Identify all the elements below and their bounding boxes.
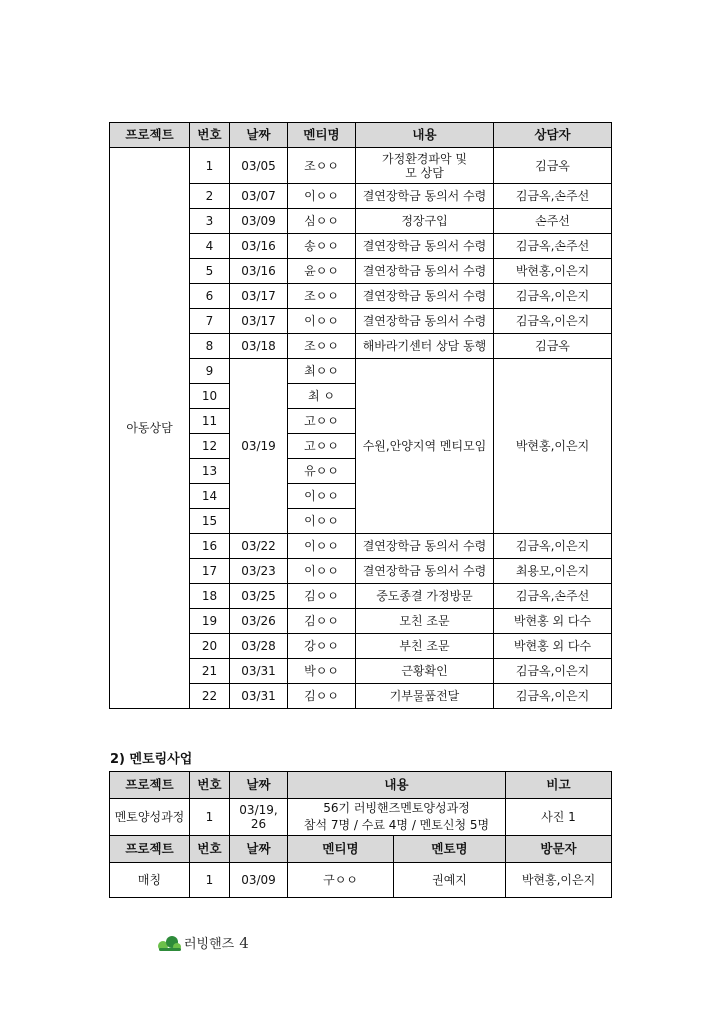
number-cell: 6 [190, 284, 230, 309]
counselor-cell: 박현홍,이은지 [494, 359, 612, 534]
number-cell: 3 [190, 209, 230, 234]
date-cell [230, 799, 288, 836]
counselor-cell: 김금옥,이은지 [494, 284, 612, 309]
mentee-cell: 이ㅇㅇ [288, 309, 356, 334]
mentor-cell: 권예지 [394, 863, 506, 898]
note-cell: 사진 1 [506, 799, 612, 836]
counselor-cell: 김금옥,이은지 [494, 659, 612, 684]
content-cell: 모친 조문 [356, 609, 494, 634]
mentee-cell: 이ㅇㅇ [288, 484, 356, 509]
number-cell: 8 [190, 334, 230, 359]
counselor-cell: 손주선 [494, 209, 612, 234]
content-cell: 수원,안양지역 멘티모임 [356, 359, 494, 534]
mentee-cell: 김ㅇㅇ [288, 684, 356, 709]
header-number: 번호 [190, 836, 230, 863]
number-cell: 15 [190, 509, 230, 534]
number-cell: 17 [190, 559, 230, 584]
brand-name: 러빙핸즈 [184, 937, 235, 952]
content-cell: 부친 조문 [356, 634, 494, 659]
number-cell: 10 [190, 384, 230, 409]
date-cell: 03/23 [230, 559, 288, 584]
content-cell: 결연장학금 동의서 수령 [356, 259, 494, 284]
table-row [110, 148, 612, 184]
number-cell: 19 [190, 609, 230, 634]
date-line: 03/19, [239, 803, 278, 817]
number-cell: 11 [190, 409, 230, 434]
counselor-cell: 김금옥,이은지 [494, 534, 612, 559]
header-mentor: 멘토명 [394, 836, 506, 863]
mentee-cell: 박ㅇㅇ [288, 659, 356, 684]
date-cell: 03/05 [230, 148, 288, 184]
counselor-cell: 김금옥,이은지 [494, 684, 612, 709]
number-cell: 1 [190, 148, 230, 184]
content-cell: 근황확인 [356, 659, 494, 684]
table-header-row [110, 123, 612, 148]
number-cell: 16 [190, 534, 230, 559]
date-cell: 03/26 [230, 609, 288, 634]
content-line: 참석 7명 / 수료 4명 / 멘토신청 5명 [303, 818, 490, 832]
date-cell: 03/22 [230, 534, 288, 559]
header-date: 날짜 [230, 772, 288, 799]
header-number: 번호 [190, 772, 230, 799]
content-line: 56기 러빙핸즈멘토양성과정 [323, 801, 470, 815]
date-cell: 03/31 [230, 659, 288, 684]
table-row [110, 799, 612, 836]
date-cell: 03/25 [230, 584, 288, 609]
mentee-cell: 구ㅇㅇ [288, 863, 394, 898]
number-cell: 1 [190, 799, 230, 836]
header-mentee: 멘티명 [288, 836, 394, 863]
date-cell: 03/31 [230, 684, 288, 709]
table-header-row [110, 772, 612, 799]
table-header-row [110, 836, 612, 863]
mentee-cell: 심ㅇㅇ [288, 209, 356, 234]
mentee-cell: 이ㅇㅇ [288, 184, 356, 209]
content-cell [288, 799, 506, 836]
project-cell: 매칭 [110, 863, 190, 898]
header-mentee: 멘티명 [288, 123, 356, 148]
counselor-cell: 박현홍 외 다수 [494, 634, 612, 659]
content-cell: 결연장학금 동의서 수령 [356, 284, 494, 309]
footer [156, 933, 249, 952]
header-visitor: 방문자 [506, 836, 612, 863]
mentee-cell: 고ㅇㅇ [288, 434, 356, 459]
content-cell: 정장구입 [356, 209, 494, 234]
mentee-cell: 김ㅇㅇ [288, 584, 356, 609]
mentee-cell: 조ㅇㅇ [288, 148, 356, 184]
date-cell: 03/28 [230, 634, 288, 659]
number-cell: 13 [190, 459, 230, 484]
mentee-cell: 김ㅇㅇ [288, 609, 356, 634]
header-project: 프로젝트 [110, 772, 190, 799]
header-note: 비고 [506, 772, 612, 799]
content-cell: 기부물품전달 [356, 684, 494, 709]
header-date: 날짜 [230, 123, 288, 148]
mentee-cell: 이ㅇㅇ [288, 509, 356, 534]
date-cell: 03/16 [230, 259, 288, 284]
date-cell: 03/09 [230, 209, 288, 234]
date-cell: 03/17 [230, 284, 288, 309]
table-row [110, 863, 612, 898]
number-cell: 21 [190, 659, 230, 684]
date-cell: 03/18 [230, 334, 288, 359]
date-line: 26 [250, 817, 267, 831]
mentee-cell: 강ㅇㅇ [288, 634, 356, 659]
number-cell: 14 [190, 484, 230, 509]
project-cell: 아동상담 [110, 148, 190, 709]
mentee-cell: 이ㅇㅇ [288, 559, 356, 584]
mentee-cell: 고ㅇㅇ [288, 409, 356, 434]
header-project: 프로젝트 [110, 123, 190, 148]
counselor-cell: 박현홍 외 다수 [494, 609, 612, 634]
content-cell: 해바라기센터 상담 동행 [356, 334, 494, 359]
header-content: 내용 [288, 772, 506, 799]
header-counselor: 상담자 [494, 123, 612, 148]
counselor-cell: 김금옥,손주선 [494, 584, 612, 609]
mentee-cell: 윤ㅇㅇ [288, 259, 356, 284]
mentee-cell: 조ㅇㅇ [288, 334, 356, 359]
content-text: 가정환경파악 및 모 상담 [382, 151, 467, 180]
mentee-cell: 유ㅇㅇ [288, 459, 356, 484]
content-cell: 결연장학금 동의서 수령 [356, 234, 494, 259]
visitor-cell: 박현홍,이은지 [506, 863, 612, 898]
content-cell: 결연장학금 동의서 수령 [356, 309, 494, 334]
page-number: 4 [239, 933, 249, 952]
mentee-cell: 최 ㅇ [288, 384, 356, 409]
counseling-table [109, 122, 612, 709]
mentoring-table [109, 771, 612, 898]
header-number: 번호 [190, 123, 230, 148]
content-cell: 중도종결 가정방문 [356, 584, 494, 609]
mentee-cell: 송ㅇㅇ [288, 234, 356, 259]
content-cell: 결연장학금 동의서 수령 [356, 184, 494, 209]
counselor-cell: 김금옥 [494, 334, 612, 359]
number-cell: 7 [190, 309, 230, 334]
date-cell: 03/07 [230, 184, 288, 209]
counselor-cell: 김금옥,손주선 [494, 234, 612, 259]
number-cell: 12 [190, 434, 230, 459]
header-content: 내용 [356, 123, 494, 148]
date-cell: 03/19 [230, 359, 288, 534]
number-cell: 4 [190, 234, 230, 259]
date-cell: 03/17 [230, 309, 288, 334]
header-date: 날짜 [230, 836, 288, 863]
content-cell: 결연장학금 동의서 수령 [356, 559, 494, 584]
date-cell: 03/16 [230, 234, 288, 259]
content-cell: 결연장학금 동의서 수령 [356, 534, 494, 559]
number-cell: 9 [190, 359, 230, 384]
counselor-cell: 박현홍,이은지 [494, 259, 612, 284]
mentee-cell: 조ㅇㅇ [288, 284, 356, 309]
number-cell: 22 [190, 684, 230, 709]
number-cell: 2 [190, 184, 230, 209]
number-cell: 20 [190, 634, 230, 659]
mentee-cell: 최ㅇㅇ [288, 359, 356, 384]
section-title: 2) 멘토링사업 [110, 752, 193, 767]
counselor-cell: 김금옥,이은지 [494, 309, 612, 334]
counselor-cell: 김금옥 [494, 148, 612, 184]
number-cell: 5 [190, 259, 230, 284]
loving-hands-logo-icon [156, 934, 182, 952]
project-cell: 멘토양성과정 [110, 799, 190, 836]
header-project: 프로젝트 [110, 836, 190, 863]
counselor-cell: 김금옥,손주선 [494, 184, 612, 209]
mentee-cell: 이ㅇㅇ [288, 534, 356, 559]
date-cell: 03/09 [230, 863, 288, 898]
number-cell: 1 [190, 863, 230, 898]
counselor-cell: 최용모,이은지 [494, 559, 612, 584]
number-cell: 18 [190, 584, 230, 609]
content-cell [356, 148, 494, 184]
